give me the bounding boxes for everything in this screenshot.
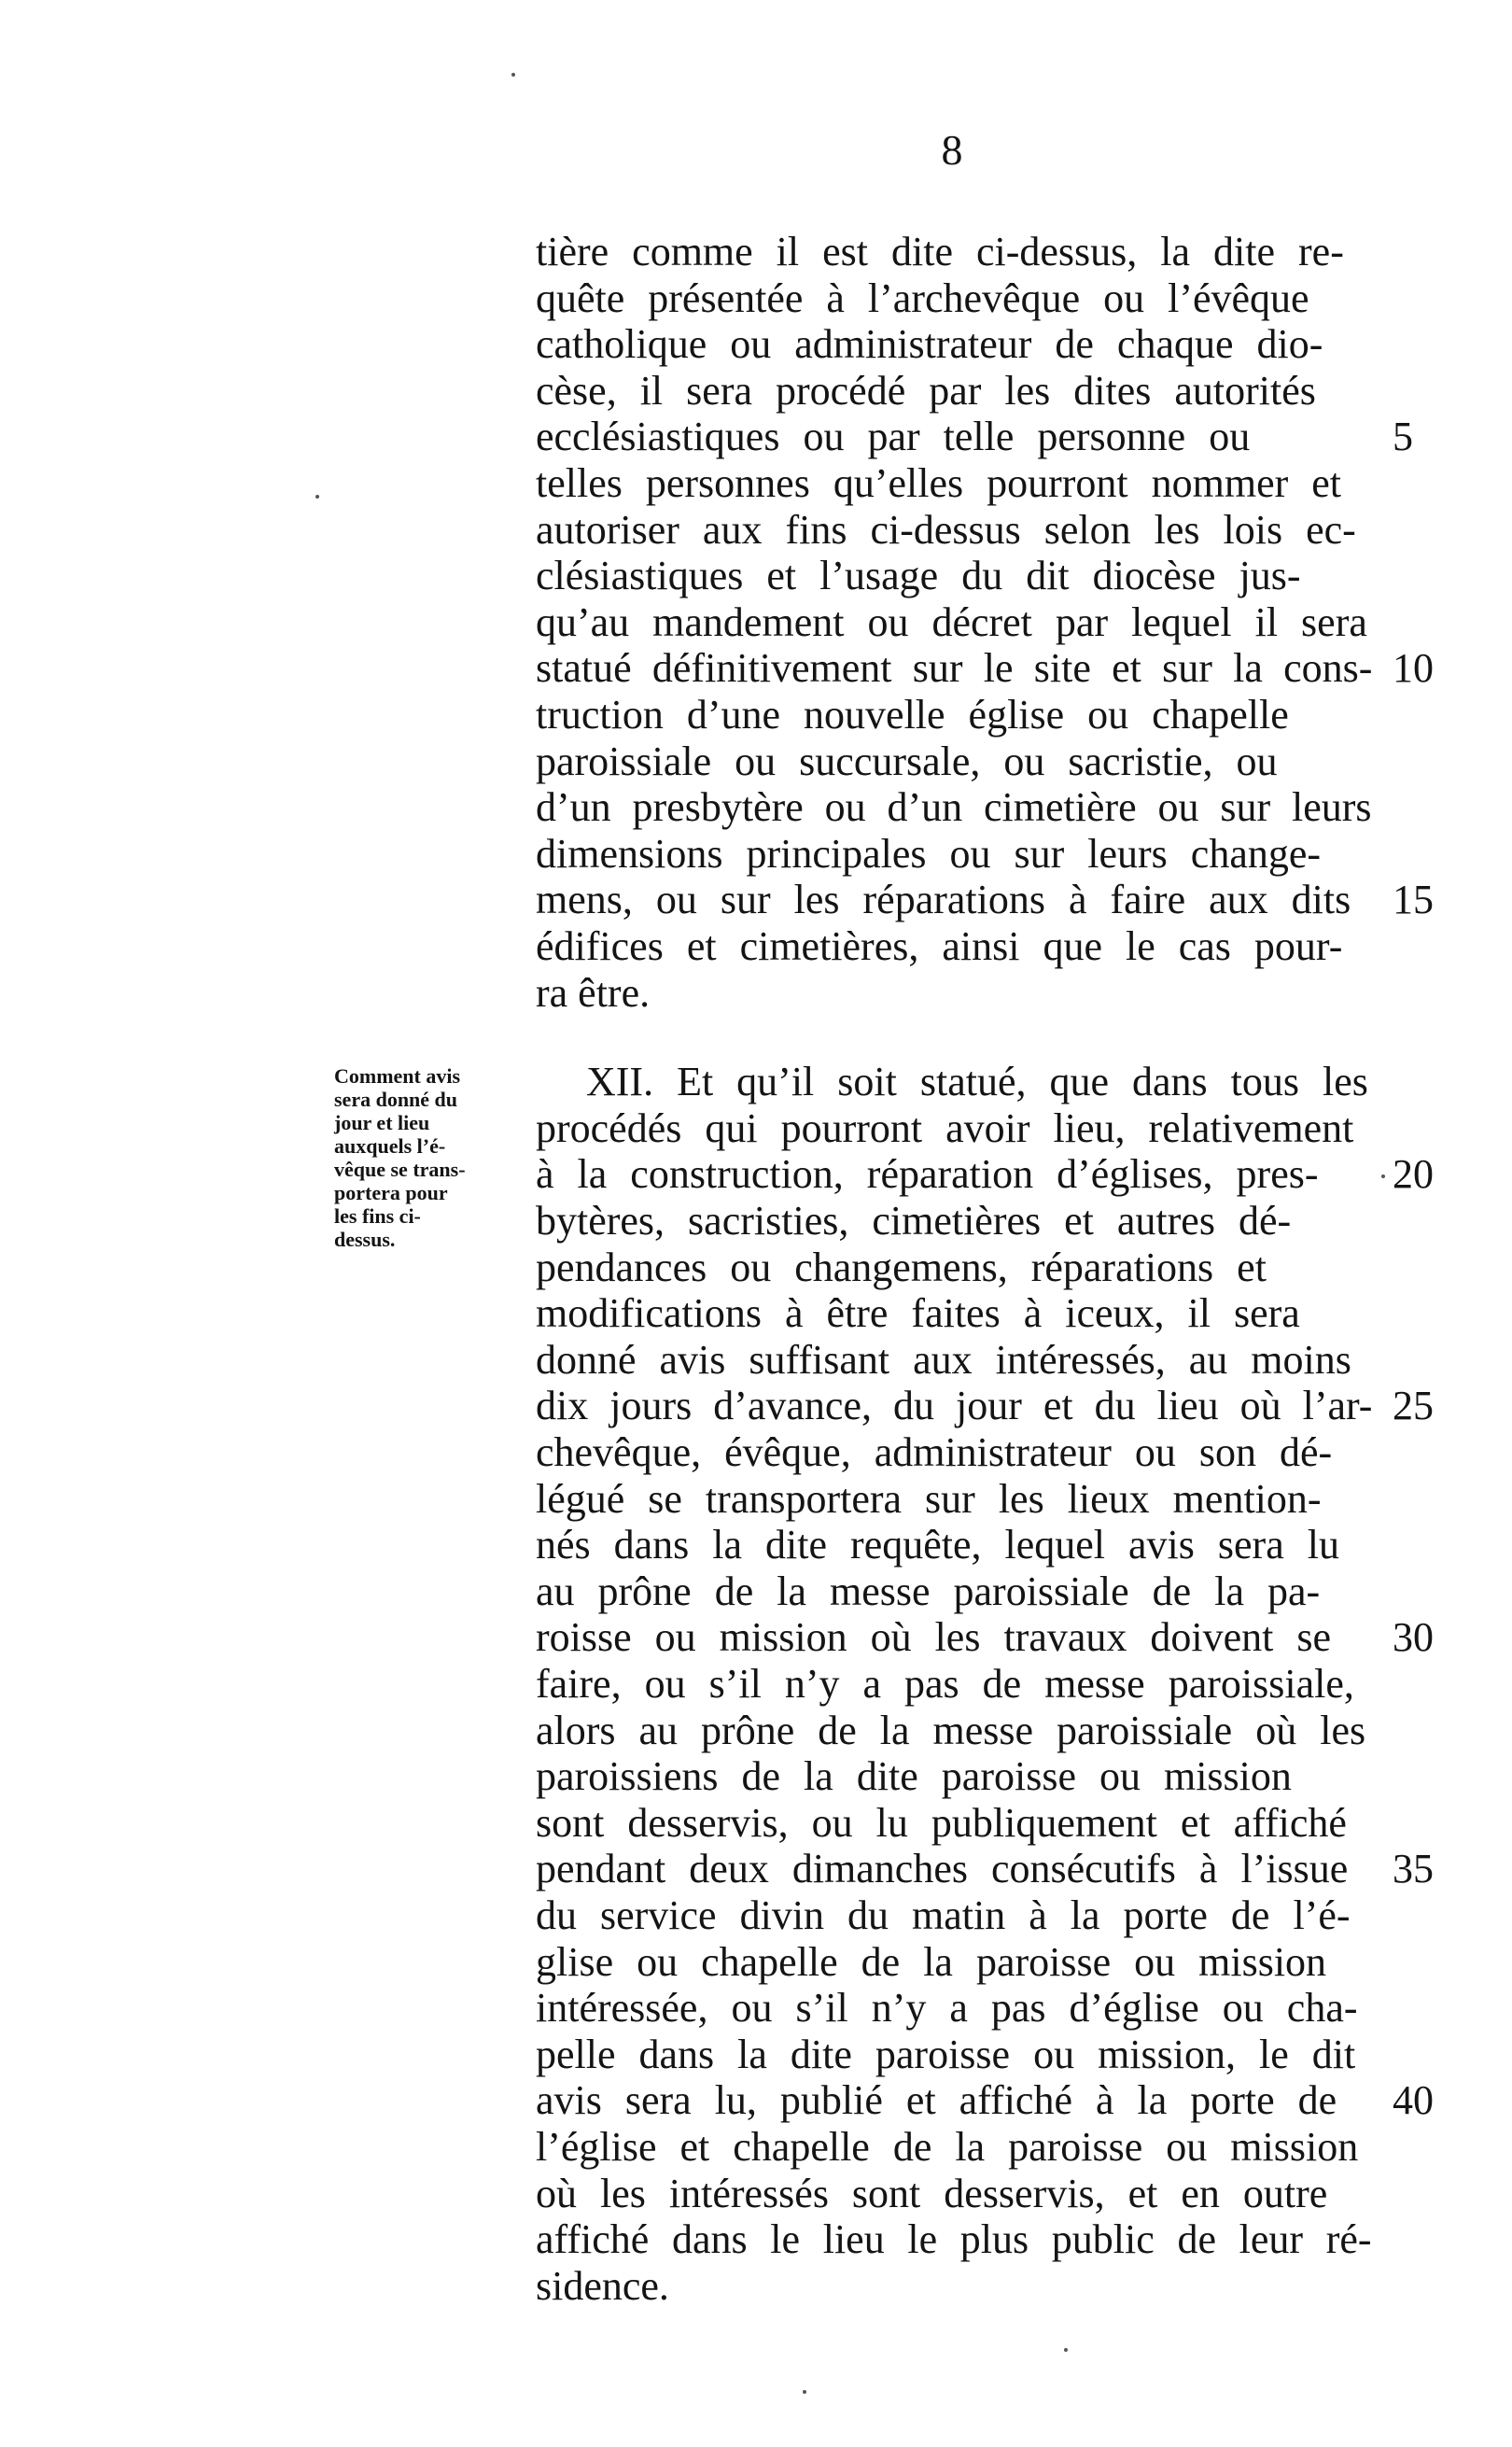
line-number: 30 bbox=[1393, 1614, 1434, 1661]
page-number: 8 bbox=[941, 126, 963, 174]
section-xii-first-line: XII. Et qu’il soit statué, que dans tous les bbox=[586, 1059, 1368, 1105]
margin-note-line: dessus. bbox=[334, 1228, 396, 1251]
text-line: l’église et chapelle de la paroisse ou mission bbox=[536, 2124, 1359, 2170]
text-line: cèse, il sera procédé par les dites autorités bbox=[536, 367, 1316, 414]
text-line: donné avis suffisant aux intéressés, au moins bbox=[536, 1336, 1351, 1383]
text-line: qu’au mandement ou décret par lequel il sera bbox=[536, 598, 1367, 645]
line-number: 20 bbox=[1393, 1151, 1434, 1198]
text-line: bytères, sacristies, cimetières et autres dé- bbox=[536, 1198, 1292, 1244]
scan-speck bbox=[315, 495, 319, 499]
text-line: quête présentée à l’archevêque ou l’évêque bbox=[536, 274, 1309, 321]
text-line: clésiastiques et l’usage du dit diocèse jus- bbox=[536, 553, 1301, 599]
text-line: pendant deux dimanches consécutifs à l’issue bbox=[536, 1846, 1349, 1892]
margin-note-line: portera pour bbox=[334, 1181, 448, 1204]
margin-note-line: auxquels l’é- bbox=[334, 1134, 446, 1158]
margin-note-line: Comment avis bbox=[334, 1064, 461, 1088]
text-line: avis sera lu, publié et affiché à la porte de bbox=[536, 2077, 1337, 2124]
margin-note-line: vêque se trans- bbox=[334, 1158, 466, 1181]
text-line: dimensions principales ou sur leurs change- bbox=[536, 830, 1322, 877]
text-line: glise ou chapelle de la paroisse ou mission bbox=[536, 1938, 1327, 1985]
margin-note-line: jour et lieu bbox=[334, 1111, 430, 1134]
text-line: intéressée, ou s’il n’y a pas d’église ou cha- bbox=[536, 1985, 1358, 2032]
text-line: sidence. bbox=[536, 2262, 669, 2309]
text-line: alors au prône de la messe paroissiale où les bbox=[536, 1707, 1366, 1753]
text-line: pelle dans la dite paroisse ou mission, le dit bbox=[536, 2031, 1356, 2077]
text-line: nés dans la dite requête, lequel avis sera lu bbox=[536, 1522, 1339, 1568]
line-number: 15 bbox=[1393, 877, 1434, 923]
margin-note-line: les fins ci- bbox=[334, 1204, 421, 1228]
text-line: statué définitivement sur le site et sur la cons- bbox=[536, 645, 1372, 692]
text-line: paroissiale ou succursale, ou sacristie, ou bbox=[536, 738, 1278, 784]
text-line: mens, ou sur les réparations à faire aux dits bbox=[536, 877, 1351, 923]
line-number: 5 bbox=[1393, 414, 1413, 460]
text-line: ecclésiastiques ou par telle personne ou bbox=[536, 414, 1251, 460]
text-line: ra être. bbox=[536, 969, 651, 1016]
text-line: sont desservis, ou lu publiquement et affiché bbox=[536, 1799, 1347, 1846]
text-line: du service divin du matin à la porte de l’é- bbox=[536, 1892, 1351, 1938]
text-line: édifices et cimetières, ainsi que le cas pour- bbox=[536, 923, 1343, 969]
text-line: dix jours d’avance, du jour et du lieu où l’ar- bbox=[536, 1383, 1372, 1429]
text-line: paroissiens de la dite paroisse ou mission bbox=[536, 1753, 1292, 1800]
text-line: modifications à être faites à iceux, il sera bbox=[536, 1290, 1300, 1337]
scan-speck bbox=[1381, 1174, 1385, 1178]
text-line: truction d’une nouvelle église ou chapelle bbox=[536, 692, 1289, 738]
margin-note bbox=[334, 1064, 511, 1251]
text-line: autoriser aux fins ci-dessus selon les lois ec- bbox=[536, 506, 1356, 553]
text-line: d’un presbytère ou d’un cimetière ou sur leurs bbox=[536, 784, 1372, 831]
scan-speck bbox=[511, 73, 515, 77]
text-line: au prône de la messe paroissiale de la pa- bbox=[536, 1568, 1321, 1614]
line-number: 40 bbox=[1393, 2077, 1434, 2124]
text-line: telles personnes qu’elles pourront nommer et bbox=[536, 460, 1342, 506]
text-line: chevêque, évêque, administrateur ou son dé- bbox=[536, 1429, 1333, 1475]
scan-speck bbox=[803, 2390, 806, 2394]
text-line: tière comme il est dite ci-dessus, la dite re- bbox=[536, 229, 1344, 274]
text-line: à la construction, réparation d’églises, pres- bbox=[536, 1151, 1319, 1198]
text-line: légué se transportera sur les lieux mention- bbox=[536, 1475, 1322, 1522]
line-number: 25 bbox=[1393, 1383, 1434, 1429]
margin-note-line: sera donné du bbox=[334, 1088, 458, 1111]
text-line: où les intéressés sont desservis, et en outre bbox=[536, 2170, 1328, 2216]
text-line: pendances ou changemens, réparations et bbox=[536, 1244, 1267, 1290]
scan-speck bbox=[1064, 2348, 1068, 2352]
text-line: roisse ou mission où les travaux doivent se bbox=[536, 1614, 1332, 1661]
text-line: affiché dans le lieu le plus public de leur ré- bbox=[536, 2216, 1372, 2263]
line-number: 10 bbox=[1393, 645, 1434, 692]
text-line: faire, ou s’il n’y a pas de messe paroissiale, bbox=[536, 1661, 1354, 1707]
text-line: procédés qui pourront avoir lieu, relativement bbox=[536, 1104, 1354, 1151]
text-line: catholique ou administrateur de chaque dio- bbox=[536, 321, 1323, 368]
line-number: 35 bbox=[1393, 1846, 1434, 1892]
